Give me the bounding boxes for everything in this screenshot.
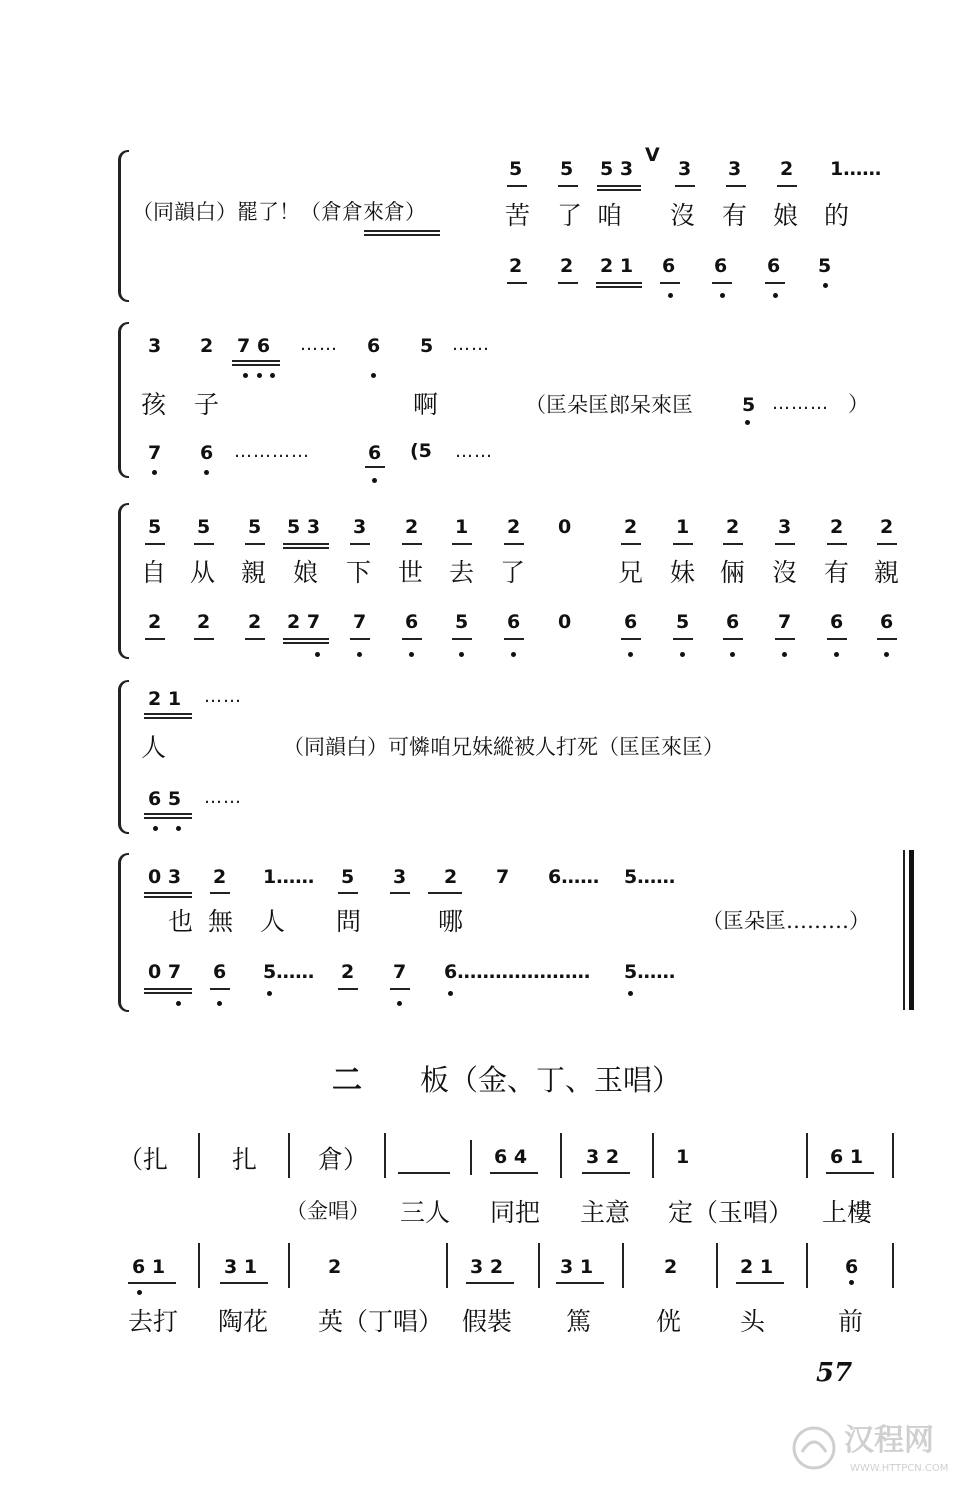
watermark-brand: 汉程网 <box>844 1423 934 1458</box>
note: 6…… <box>548 866 600 888</box>
barline <box>806 1133 808 1178</box>
note: 3 1 <box>224 1256 258 1278</box>
underline <box>428 892 462 894</box>
note: 6 <box>213 961 227 983</box>
lyric: 問 <box>336 907 362 936</box>
note: 2 <box>880 516 894 538</box>
lyric: 孩 <box>141 390 167 419</box>
note: 2 <box>328 1256 342 1278</box>
note: 5 3 <box>600 158 634 180</box>
note: 5 3 <box>287 516 321 538</box>
note: 2 <box>213 866 227 888</box>
underline <box>723 638 743 640</box>
note: 5 <box>148 516 162 538</box>
octave-dot <box>628 991 633 996</box>
lyric: 兄 <box>618 558 644 587</box>
barline <box>288 1243 290 1288</box>
watermark-logo-icon <box>790 1424 838 1472</box>
note: 6………………… <box>444 961 591 983</box>
lyric: 三人 <box>400 1198 451 1227</box>
final-barline-thin <box>903 850 905 1010</box>
octave-dot <box>834 652 839 657</box>
lyric: 沒 <box>772 558 798 587</box>
system-bracket <box>118 503 129 659</box>
underline <box>597 189 641 191</box>
underline <box>144 817 192 819</box>
underline <box>490 1172 538 1174</box>
note: 6 <box>767 255 781 277</box>
note: 3 <box>393 866 407 888</box>
note: 6 4 <box>494 1146 528 1168</box>
note: 2 <box>560 255 574 277</box>
note: 7 <box>496 866 510 888</box>
underline <box>194 543 214 545</box>
octave-dot <box>782 652 787 657</box>
note: 1 <box>455 516 469 538</box>
octave-dot <box>217 1001 222 1006</box>
speech-text: （同韻白）可憐咱兄妹縱被人打死（匡匡來匡） <box>283 735 724 759</box>
ellipsis: …… <box>455 441 493 462</box>
percussion-note: （扎 <box>118 1145 169 1174</box>
octave-dot <box>409 652 414 657</box>
section-title: 板（金、丁、玉唱） <box>420 1063 682 1097</box>
breath-mark: V <box>645 144 660 166</box>
underline <box>736 1282 784 1284</box>
underline <box>232 364 280 366</box>
underline <box>283 638 329 640</box>
lyric: 娘 <box>773 201 799 230</box>
rest-line <box>398 1172 450 1174</box>
lyric: 去 <box>449 558 475 587</box>
percussion-underline <box>364 234 440 236</box>
underline <box>712 282 732 284</box>
lyric: 从 <box>190 558 216 587</box>
system-bracket <box>118 150 129 302</box>
barline <box>384 1133 386 1178</box>
lyric: 去打 <box>128 1307 179 1336</box>
underline <box>338 892 358 894</box>
underline <box>621 638 641 640</box>
note: 5 <box>818 255 832 277</box>
barline <box>288 1133 290 1178</box>
octave-dot <box>357 652 362 657</box>
note: 3 2 <box>470 1256 504 1278</box>
note: (5 <box>410 440 432 462</box>
lyric: 也 <box>168 907 194 936</box>
note: 3 2 <box>586 1146 620 1168</box>
note: 5 <box>420 335 434 357</box>
ellipsis: ……… <box>772 393 829 414</box>
lyric: 假裝 <box>462 1307 513 1336</box>
underline <box>765 282 785 284</box>
lyric: 世 <box>398 558 424 587</box>
underline <box>390 988 410 990</box>
lyric: 头 <box>740 1307 766 1336</box>
underline <box>723 543 743 545</box>
lyric: 了 <box>557 201 583 230</box>
note: 5 <box>248 516 262 538</box>
octave-dot <box>448 991 453 996</box>
underline <box>621 543 641 545</box>
note: 7 6 <box>237 335 271 357</box>
note: 6 <box>200 442 214 464</box>
barline <box>470 1140 472 1175</box>
note: 1 <box>676 516 690 538</box>
lyric: 啊 <box>413 390 439 419</box>
underline <box>726 185 746 187</box>
octave-dot <box>153 826 158 831</box>
underline <box>283 543 329 545</box>
note: 2 1 <box>740 1256 774 1278</box>
barline <box>198 1133 200 1178</box>
lyric: 自 <box>141 558 167 587</box>
underline <box>350 638 370 640</box>
note: 5 <box>509 158 523 180</box>
underline <box>582 1172 630 1174</box>
page-number: 57 <box>816 1358 853 1388</box>
note: 2 <box>624 516 638 538</box>
note: 2 <box>248 611 262 633</box>
note: 1 <box>676 1146 690 1168</box>
note: 3 <box>678 158 692 180</box>
octave-dot <box>176 826 181 831</box>
underline <box>128 1282 176 1284</box>
underline <box>365 466 385 468</box>
octave-dot <box>397 1001 402 1006</box>
underline <box>402 638 422 640</box>
barline <box>892 1243 894 1288</box>
percussion-text: （匡朵匡………） <box>702 909 870 933</box>
underline <box>452 638 472 640</box>
note: 2 7 <box>287 611 321 633</box>
lyric: 妹 <box>670 558 696 587</box>
barline <box>652 1133 654 1178</box>
underline <box>144 988 192 990</box>
note: 1…… <box>263 866 315 888</box>
percussion-note: 扎 <box>232 1145 258 1174</box>
underline <box>507 185 527 187</box>
watermark-url: WWW.HTTPCN.COM <box>850 1463 949 1474</box>
note: 6 <box>368 442 382 464</box>
underline <box>827 638 847 640</box>
system-bracket <box>118 322 129 478</box>
lyric: 有 <box>722 201 748 230</box>
note: 5 <box>560 158 574 180</box>
underline <box>232 360 280 362</box>
octave-dot <box>773 293 778 298</box>
underline <box>283 642 329 644</box>
lyric: 人 <box>260 907 286 936</box>
octave-dot <box>628 652 633 657</box>
lyric: 陶花 <box>218 1307 269 1336</box>
barline <box>892 1133 894 1178</box>
note: 5 <box>341 866 355 888</box>
underline <box>660 282 680 284</box>
note: 6 <box>726 611 740 633</box>
note: 2 <box>197 611 211 633</box>
underline <box>596 282 642 284</box>
note: 2 <box>341 961 355 983</box>
note: 6 5 <box>148 788 182 810</box>
octave-dot <box>823 283 828 288</box>
note: 0 3 <box>148 866 182 888</box>
note: 2 <box>444 866 458 888</box>
underline <box>775 543 795 545</box>
note: 7 <box>393 961 407 983</box>
underline <box>558 282 578 284</box>
singer-label: （金唱） <box>286 1199 370 1223</box>
lyric: 篤 <box>566 1307 592 1336</box>
barline <box>716 1243 718 1288</box>
ellipsis: …… <box>452 334 490 355</box>
underline <box>144 892 192 894</box>
note: 2 <box>726 516 740 538</box>
ellipsis: ………… <box>234 441 310 462</box>
note: 6 <box>624 611 638 633</box>
underline <box>220 1282 268 1284</box>
octave-dot <box>270 373 275 378</box>
ellipsis: …… <box>204 787 242 808</box>
lyric: 下 <box>346 558 372 587</box>
lyric: 無 <box>208 907 234 936</box>
lyric: 上樓 <box>822 1198 873 1227</box>
lyric: 了 <box>500 558 526 587</box>
note: 6 <box>845 1256 859 1278</box>
barline <box>560 1133 562 1178</box>
underline <box>504 638 524 640</box>
underline <box>144 896 192 898</box>
note: 2 <box>405 516 419 538</box>
note: 3 <box>148 335 162 357</box>
note: 3 <box>728 158 742 180</box>
note: 2 <box>148 611 162 633</box>
note: 5…… <box>263 961 315 983</box>
barline <box>622 1243 624 1288</box>
underline <box>144 713 192 715</box>
percussion-note: 倉） <box>318 1145 369 1174</box>
underline <box>877 638 897 640</box>
underline <box>283 547 329 549</box>
percussion-underline <box>364 230 440 232</box>
underline <box>144 992 192 994</box>
underline <box>504 543 524 545</box>
note: 5 <box>455 611 469 633</box>
lyric: 有 <box>824 558 850 587</box>
lyric: 親 <box>874 558 900 587</box>
octave-dot <box>720 293 725 298</box>
note: 5…… <box>624 866 676 888</box>
underline <box>245 638 265 640</box>
note: 6 <box>662 255 676 277</box>
lyric: 哪 <box>438 907 464 936</box>
note: 2 1 <box>148 688 182 710</box>
underline <box>877 543 897 545</box>
note: 2 <box>509 255 523 277</box>
octave-dot <box>849 1280 854 1285</box>
note: 2 <box>507 516 521 538</box>
note: 5…… <box>624 961 676 983</box>
underline <box>210 988 230 990</box>
note: 2 <box>830 516 844 538</box>
lyric: 子 <box>194 390 220 419</box>
lyric: 侊 <box>656 1307 682 1336</box>
octave-dot <box>372 478 377 483</box>
underline <box>826 1172 874 1174</box>
barline <box>538 1243 540 1288</box>
note: 6 <box>405 611 419 633</box>
lyric: 親 <box>241 558 267 587</box>
underline <box>350 543 370 545</box>
note: 7 <box>353 611 367 633</box>
octave-dot <box>243 373 248 378</box>
note: 3 <box>778 516 792 538</box>
close-paren: ） <box>848 392 869 416</box>
octave-dot <box>745 420 750 425</box>
ellipsis: …… <box>204 686 242 707</box>
underline <box>145 638 165 640</box>
note: 1…… <box>830 158 882 180</box>
note: 2 <box>780 158 794 180</box>
underline <box>775 638 795 640</box>
octave-dot <box>668 293 673 298</box>
note: 0 7 <box>148 961 182 983</box>
octave-dot <box>371 373 376 378</box>
underline <box>210 892 230 894</box>
underline <box>194 638 214 640</box>
note: 5 <box>742 394 756 416</box>
underline <box>675 185 695 187</box>
system-bracket <box>118 680 129 834</box>
note: 6 1 <box>830 1146 864 1168</box>
lyric: 人 <box>141 733 167 762</box>
lyric: 沒 <box>670 201 696 230</box>
barline <box>198 1243 200 1288</box>
section-number: 二 <box>332 1063 362 1098</box>
barline <box>806 1243 808 1288</box>
octave-dot <box>511 652 516 657</box>
note: 0 <box>558 516 572 538</box>
lyric: 定（玉唱） <box>668 1198 794 1227</box>
ellipsis: …… <box>300 334 338 355</box>
underline <box>145 543 165 545</box>
underline <box>673 638 693 640</box>
note: 6 <box>830 611 844 633</box>
underline <box>777 185 797 187</box>
octave-dot <box>680 652 685 657</box>
note: 2 1 <box>600 255 634 277</box>
underline <box>144 813 192 815</box>
watermark <box>790 1420 960 1490</box>
speech-text: （同韻白）罷了！（倉倉來倉） <box>132 200 426 224</box>
barline <box>446 1243 448 1288</box>
percussion-text: （匡朵匡郎呆來匡 <box>525 393 693 417</box>
lyric: 主意 <box>580 1198 631 1227</box>
lyric: 同把 <box>490 1198 541 1227</box>
underline <box>507 282 527 284</box>
lyric: 前 <box>838 1307 864 1336</box>
underline <box>245 543 265 545</box>
note: 3 <box>353 516 367 538</box>
underline <box>402 543 422 545</box>
octave-dot <box>204 470 209 475</box>
underline <box>556 1282 604 1284</box>
note: 2 <box>200 335 214 357</box>
lyric: 英（丁唱） <box>318 1307 444 1336</box>
note: 7 <box>148 442 162 464</box>
underline <box>452 543 472 545</box>
octave-dot <box>730 652 735 657</box>
octave-dot <box>137 1290 142 1295</box>
note: 5 <box>197 516 211 538</box>
underline <box>558 185 578 187</box>
underline <box>338 988 358 990</box>
lyric: 娘 <box>293 558 319 587</box>
underline <box>596 286 642 288</box>
lyric: 的 <box>824 201 850 230</box>
octave-dot <box>152 470 157 475</box>
note: 6 1 <box>132 1256 166 1278</box>
lyric: 咱 <box>597 201 623 230</box>
note: 3 1 <box>560 1256 594 1278</box>
underline <box>597 185 641 187</box>
underline <box>390 892 410 894</box>
lyric: 苦 <box>505 201 531 230</box>
underline <box>827 543 847 545</box>
note: 0 <box>558 611 572 633</box>
octave-dot <box>176 1001 181 1006</box>
note: 6 <box>880 611 894 633</box>
octave-dot <box>884 652 889 657</box>
note: 6 <box>367 335 381 357</box>
note: 7 <box>778 611 792 633</box>
final-barline-thick <box>909 850 914 1010</box>
octave-dot <box>257 373 262 378</box>
underline <box>144 717 192 719</box>
underline <box>673 543 693 545</box>
system-bracket <box>118 853 129 1012</box>
lyric: 倆 <box>720 558 746 587</box>
note: 2 <box>664 1256 678 1278</box>
octave-dot <box>459 652 464 657</box>
octave-dot <box>315 652 320 657</box>
note: 5 <box>676 611 690 633</box>
octave-dot <box>267 991 272 996</box>
underline <box>466 1282 514 1284</box>
note: 6 <box>507 611 521 633</box>
note: 6 <box>714 255 728 277</box>
